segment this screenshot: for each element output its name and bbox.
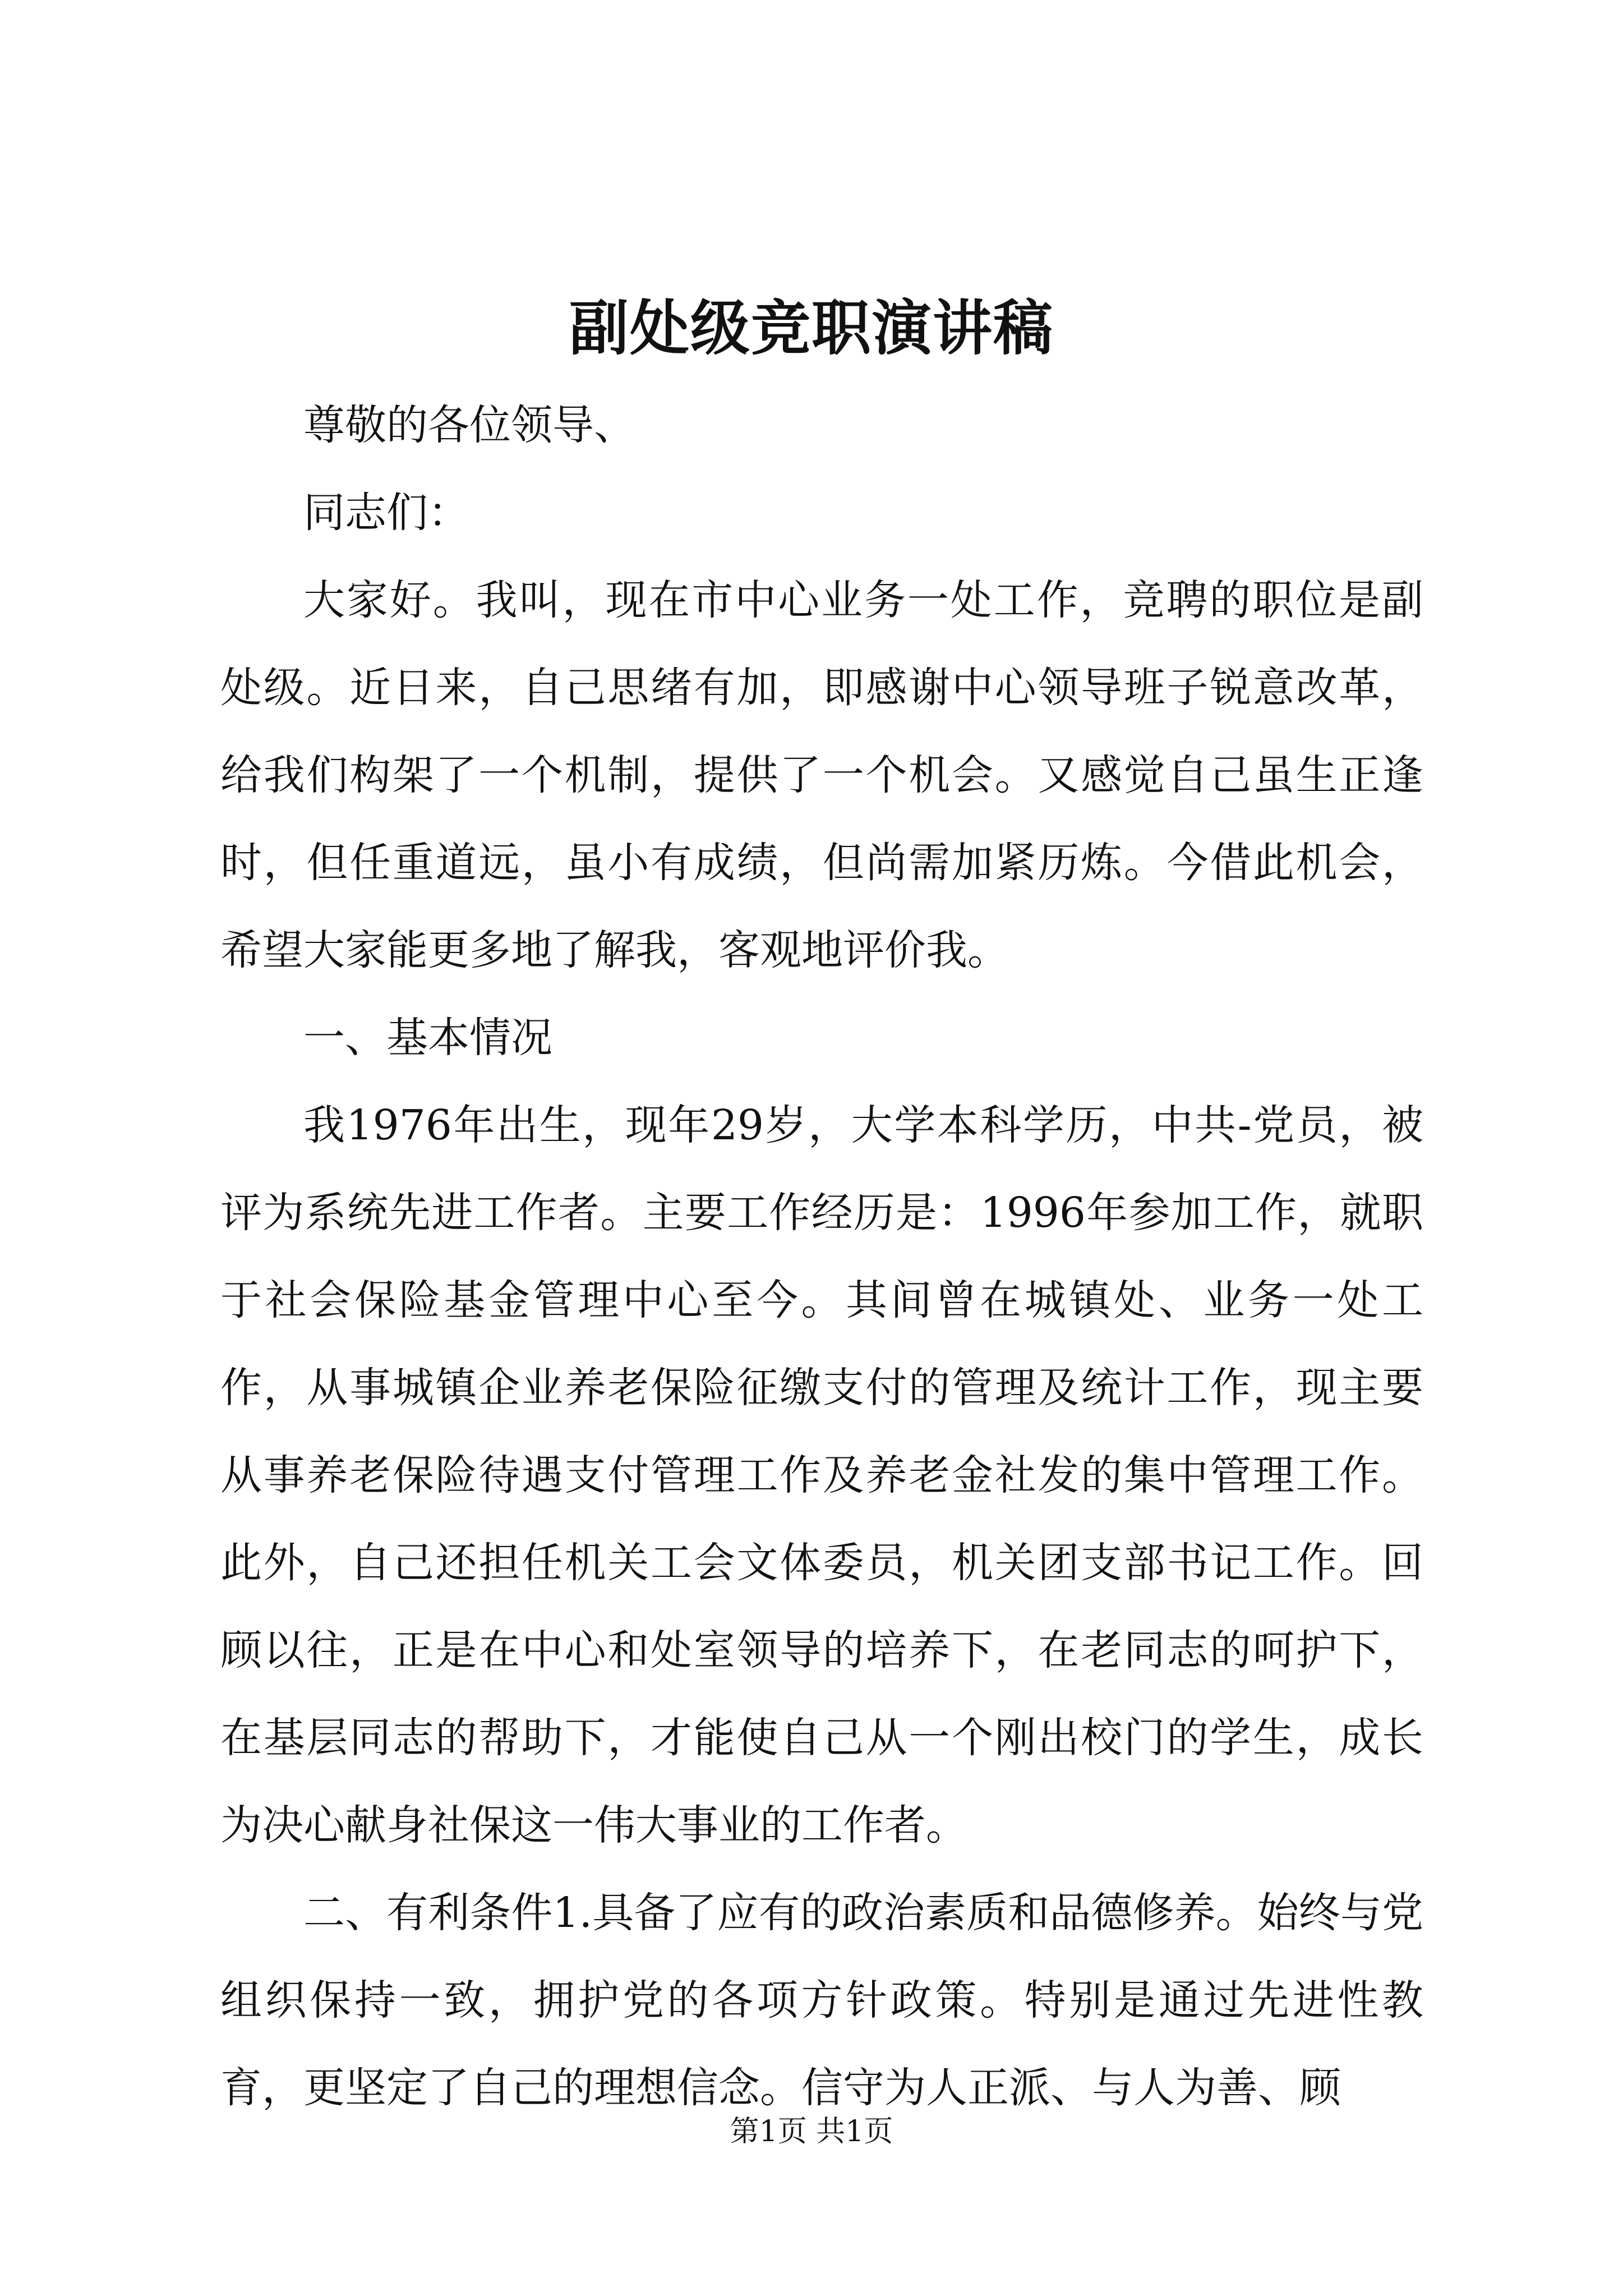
body-paragraph: 我1976年出生，现年29岁，大学本科学历，中共-党员，被评为系统先进工作者。主要工作经历是：1996年参加工作，就职于社会保险基金管理中心至今。其间曾在城镇处、业务一处工作，从事城镇企业养老保险征缴支付的管理及统计工作，现主要从事养老保险待遇支付管理工作及养老金社发的集中管理工作。此外，自己还担任机关工会文体委员，机关团支部书记工作。回顾以往，正是在中心和处室领导的培养下，在老同志的呵护下，在基层同志的帮助下，才能使自己从一个刚出校门的学生，成长为决心献身社保这一伟大事业的工作者。 [220, 1101, 1423, 1849]
salutation-line: 尊敬的各位领导、 [303, 401, 635, 449]
body-paragraph: 大家好。我叫，现在市中心业务一处工作，竞聘的职位是副处级。近日来，自己思绪有加，即感谢中心领导班子锐意改革，给我们构架了一个机制，提供了一个机会。又感觉自己虽生正逢时，但任重道远，虽小有成绩，但尚需加紧历炼。今借此机会，希望大家能更多地了解我，客观地评价我。 [220, 576, 1423, 974]
section-heading: 一、基本情况 [303, 1014, 552, 1062]
document-body [220, 381, 1423, 2132]
document-title: 副处级竞职演讲稿 [569, 293, 1054, 363]
salutation-line: 同志们： [303, 489, 469, 537]
body-paragraph: 二、有利条件1.具备了应有的政治素质和品德修养。始终与党组织保持一致，拥护党的各项方针政策。特别是通过先进性教育，更坚定了自己的理想信念。信守为人正派、与人为善、顾 [220, 1889, 1423, 2112]
page-number-footer: 第1页 共1页 [730, 2115, 893, 2148]
